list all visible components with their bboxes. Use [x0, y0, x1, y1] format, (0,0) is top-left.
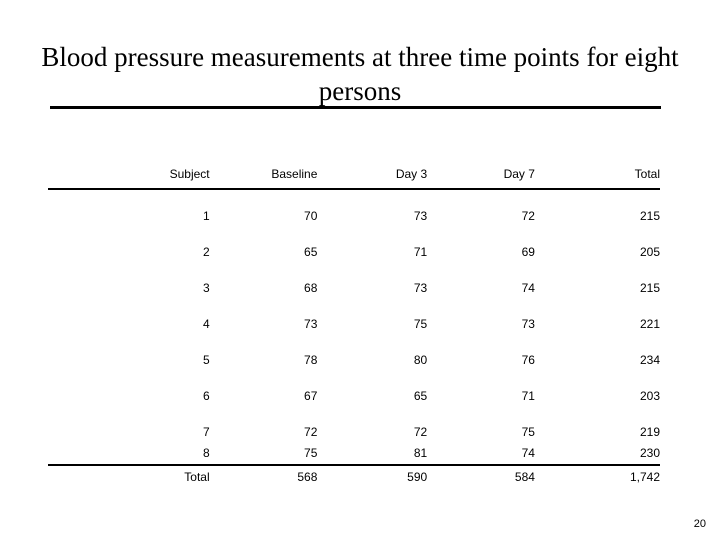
- cell-day-7: 72: [521, 209, 535, 223]
- cell-subject: 3: [202, 281, 210, 295]
- total-day-3: 590: [407, 470, 428, 484]
- cell-total: 230: [639, 446, 660, 460]
- table-row: [48, 226, 660, 262]
- cell-baseline: 67: [304, 389, 318, 403]
- table-row: [48, 442, 660, 465]
- cell-baseline: 70: [304, 209, 318, 223]
- header-day-3: Day 3: [395, 167, 428, 181]
- cell-subject: 4: [202, 317, 210, 331]
- grand-total: 1,742: [629, 470, 660, 484]
- table-row: [48, 298, 660, 334]
- header-total: Total: [634, 167, 660, 181]
- cell-total: 215: [639, 281, 660, 295]
- cell-day-7: 76: [521, 353, 535, 367]
- table-row: [48, 189, 660, 226]
- cell-subject: 5: [202, 353, 210, 367]
- table-row: [48, 262, 660, 298]
- cell-day-7: 69: [521, 245, 535, 259]
- total-baseline: 568: [297, 470, 318, 484]
- title-underline: [50, 106, 661, 109]
- cell-baseline: 72: [304, 425, 318, 439]
- cell-subject: 1: [202, 209, 210, 223]
- cell-baseline: 75: [304, 446, 318, 460]
- total-day-7: 584: [514, 470, 535, 484]
- table-row: [48, 370, 660, 406]
- cell-day-3: 80: [413, 353, 428, 367]
- cell-day-7: 75: [521, 425, 535, 439]
- cell-day-7: 71: [521, 389, 535, 403]
- cell-day-3: 73: [413, 281, 428, 295]
- cell-total: 203: [639, 389, 660, 403]
- cell-total: 234: [639, 353, 660, 367]
- cell-day-3: 72: [413, 425, 428, 439]
- cell-day-7: 74: [521, 446, 535, 460]
- cell-subject: 8: [202, 446, 210, 460]
- table-header-row: [48, 160, 660, 189]
- cell-day-3: 65: [413, 389, 428, 403]
- header-day-7: Day 7: [503, 167, 535, 181]
- page-number: 20: [693, 518, 706, 530]
- cell-total: 205: [639, 245, 660, 259]
- totals-label: Total: [184, 470, 210, 484]
- cell-day-7: 74: [521, 281, 535, 295]
- cell-day-3: 71: [413, 245, 428, 259]
- cell-day-3: 81: [413, 446, 428, 460]
- cell-subject: 6: [202, 389, 210, 403]
- cell-total: 215: [639, 209, 660, 223]
- cell-baseline: 73: [304, 317, 318, 331]
- cell-day-3: 75: [413, 317, 428, 331]
- blood-pressure-table: [48, 160, 660, 488]
- table-row: [48, 406, 660, 442]
- cell-subject: 7: [202, 425, 210, 439]
- cell-total: 221: [639, 317, 660, 331]
- slide-title: Blood pressure measurements at three time points for eight persons: [41, 42, 679, 106]
- cell-subject: 2: [202, 245, 210, 259]
- table-row: [48, 334, 660, 370]
- cell-baseline: 65: [304, 245, 318, 259]
- cell-day-7: 73: [521, 317, 535, 331]
- cell-day-3: 73: [413, 209, 428, 223]
- cell-baseline: 78: [304, 353, 318, 367]
- cell-total: 219: [639, 425, 660, 439]
- header-subject: Subject: [169, 167, 210, 181]
- header-baseline: Baseline: [271, 167, 318, 181]
- cell-baseline: 68: [304, 281, 318, 295]
- totals-row: [48, 465, 660, 488]
